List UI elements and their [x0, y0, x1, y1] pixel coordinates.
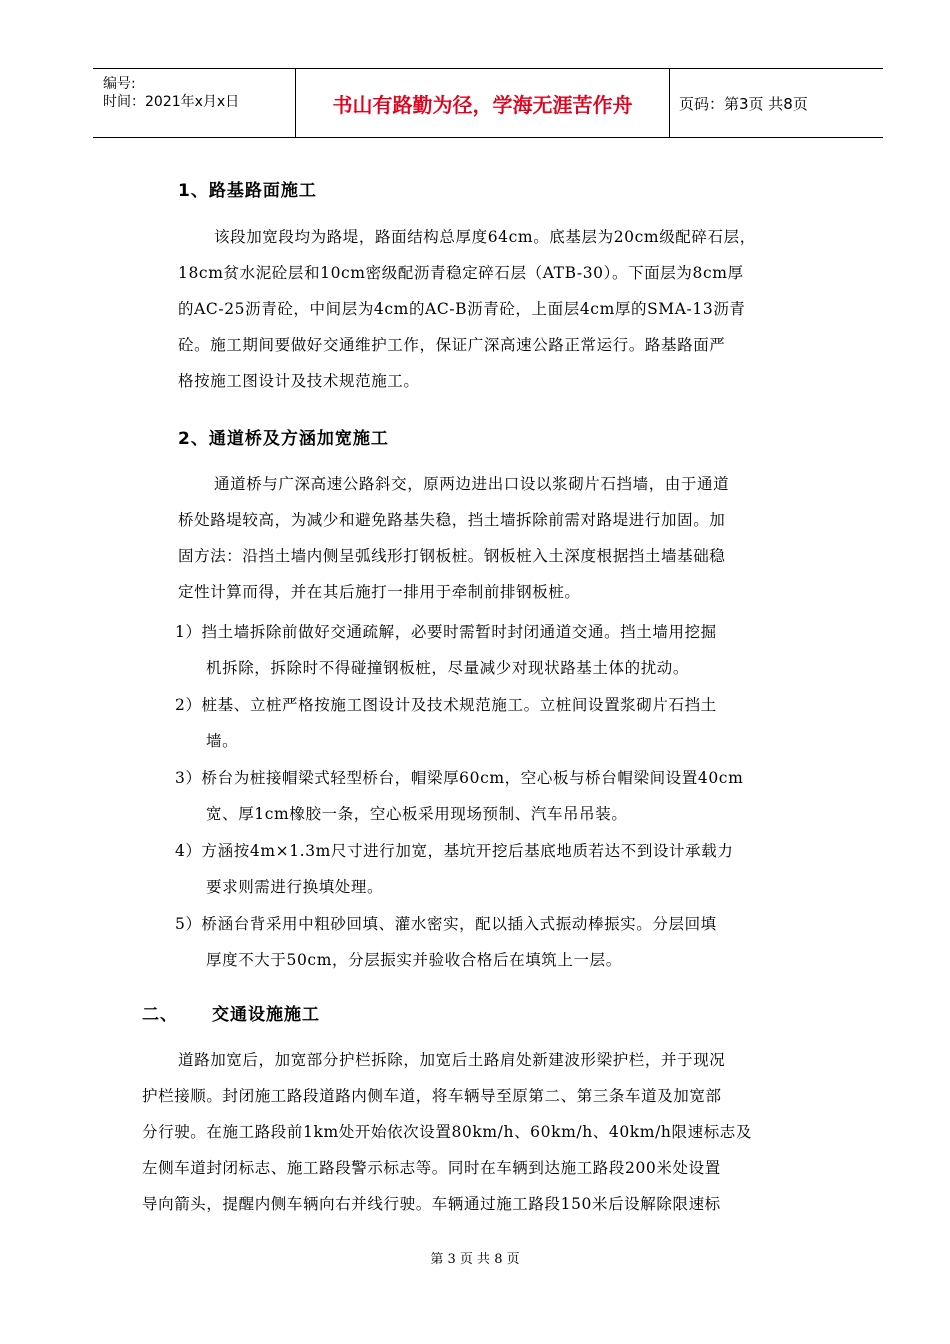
paragraph-line: 分行驶。在施工路段前1km处开始依次设置80km/h、60km/h、40km/h限速标志及 [142, 1123, 753, 1141]
paragraph-line: 该段加宽段均为路堤，路面结构总厚度64cm。底基层为20cm级配碎石层， [214, 228, 756, 246]
list-item-2: 2）桩基、立桩严格按施工图设计及技术规范施工。立桩间设置浆砌片石挡土 [175, 696, 717, 714]
list-item-5-cont: 厚度不大于50cm，分层振实并验收合格后在填筑上一层。 [206, 951, 622, 969]
paragraph-line: 桥处路堤较高，为减少和避免路基失稳，挡土墙拆除前需对路堤进行加固。加 [178, 511, 726, 529]
paragraph-line: 砼。施工期间要做好交通维护工作，保证广深高速公路正常运行。路基路面严 [178, 336, 726, 354]
list-item-4-cont: 要求则需进行换填处理。 [206, 878, 384, 896]
paragraph-line: 固方法：沿挡土墙内侧呈弧线形打钢板桩。钢板桩入土深度根据挡土墙基础稳 [178, 547, 726, 565]
list-item-2-cont: 墙。 [206, 732, 239, 750]
list-item-4: 4）方涵按4m×1.3m尺寸进行加宽，基坑开挖后基底地质若达不到设计承载力 [175, 842, 734, 860]
header-table [93, 68, 883, 138]
document-number-label: 编号: [103, 76, 136, 92]
paragraph-line: 18cm贫水泥砼层和10cm密级配沥青稳定碎石层（ATB-30）。下面层为8cm厚 [178, 264, 744, 282]
paragraph-line: 的AC-25沥青砼，中间层为4cm的AC-B沥青砼，上面层4cm厚的SMA-13沥青 [178, 300, 746, 318]
list-item-1: 1）挡土墙拆除前做好交通疏解，必要时需暂时封闭通道交通。挡土墙用挖掘 [175, 623, 717, 641]
paragraph-line: 护栏接顺。封闭施工路段道路内侧车道，将车辆导至原第二、第三条车道及加宽部 [142, 1087, 722, 1105]
section-3-heading: 交通设施施工 [212, 1005, 320, 1025]
page-footer: 第 3 页 共 8 页 [430, 1252, 520, 1267]
paragraph-line: 格按施工图设计及技术规范施工。 [178, 372, 420, 390]
header-motto: 书山有路勤为径，学海无涯苦作舟 [295, 69, 670, 137]
list-item-1-cont: 机拆除，拆除时不得碰撞钢板桩，尽量减少对现状路基土体的扰动。 [206, 659, 690, 677]
paragraph-line: 导向箭头，提醒内侧车辆向右并线行驶。车辆通过施工路段150米后设解除限速标 [142, 1195, 721, 1213]
section-1-heading: 1、路基路面施工 [178, 181, 317, 201]
header-page-info: 页码：第3页 共8页 [679, 94, 808, 113]
document-time-label: 时间：2021年x月x日 [103, 94, 240, 110]
section-2-heading: 2、通道桥及方涵加宽施工 [178, 429, 389, 449]
paragraph-line: 左侧车道封闭标志、施工路段警示标志等。同时在车辆到达施工路段200米处设置 [142, 1159, 721, 1177]
paragraph-line: 通道桥与广深高速公路斜交，原两边进出口设以浆砌片石挡墙，由于通道 [214, 475, 730, 493]
header-info-cell [93, 69, 295, 137]
list-item-5: 5）桥涵台背采用中粗砂回填、灌水密实，配以插入式振动棒振实。分层回填 [175, 915, 717, 933]
section-3-number: 二、 [142, 1005, 178, 1025]
list-item-3: 3）桥台为桩接帽梁式轻型桥台，帽梁厚60cm，空心板与桥台帽梁间设置40cm [175, 769, 744, 787]
list-item-3-cont: 宽、厚1cm橡胶一条，空心板采用现场预制、汽车吊吊装。 [206, 805, 628, 823]
paragraph-line: 定性计算而得，并在其后施打一排用于牵制前排钢板桩。 [178, 583, 581, 601]
paragraph-line: 道路加宽后，加宽部分护栏拆除，加宽后土路肩处新建波形梁护栏，并于现况 [178, 1051, 726, 1069]
